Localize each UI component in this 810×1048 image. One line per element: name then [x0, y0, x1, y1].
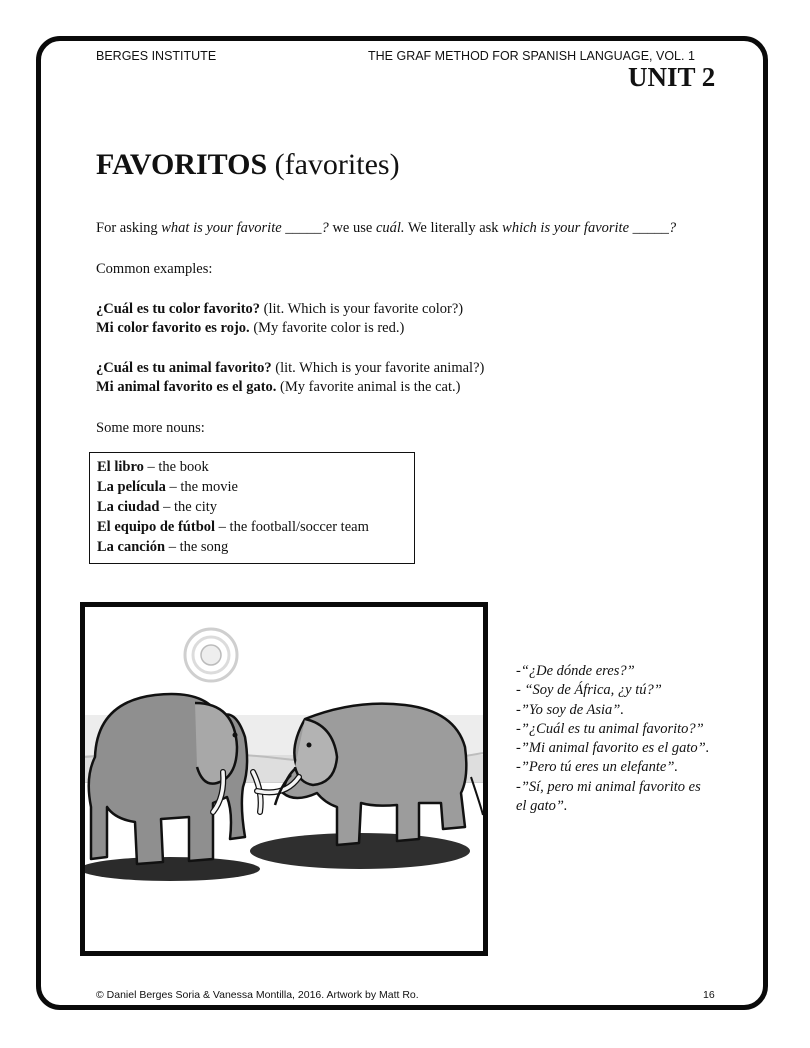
vocab-spanish: La película [97, 479, 166, 495]
common-examples-label: Common examples: [96, 261, 213, 277]
vocab-item [97, 539, 228, 556]
vocab-spanish: La ciudad [97, 499, 160, 515]
vocab-english: – the movie [165, 479, 238, 495]
dialogue-line: -”Yo soy de Asia”. [516, 701, 624, 718]
example-spanish: Mi color favorito es rojo. [96, 320, 250, 336]
example-line [96, 301, 463, 318]
title-spanish: FAVORITOS [96, 148, 268, 181]
intro-text-5: We literally ask [404, 220, 503, 236]
header-publisher: BERGES INSTITUTE [96, 49, 217, 63]
intro-paragraph [96, 220, 676, 237]
example-english: (lit. Which is your favorite color?) [260, 301, 464, 317]
dialogue-line: el gato”. [516, 798, 568, 815]
elephants-illustration-svg [85, 607, 483, 951]
vocab-item [97, 459, 209, 476]
dialogue-line: -”Pero tú eres un elefante”. [516, 759, 679, 776]
intro-text-3: we use [328, 220, 376, 236]
example-spanish: ¿Cuál es tu animal favorito? [96, 360, 272, 376]
example-line [96, 360, 484, 377]
intro-text-6: which is your favorite _____? [502, 220, 677, 236]
dialogue-line: -”Sí, pero mi animal favorito es [516, 778, 701, 795]
sun-icon [185, 629, 237, 681]
example-spanish: ¿Cuál es tu color favorito? [96, 301, 261, 317]
title-english: (favorites) [267, 148, 400, 181]
dialogue-line: -”Mi animal favorito es el gato”. [516, 740, 710, 757]
dialogue [516, 662, 756, 816]
footer-credit: © Daniel Berges Soria & Vanessa Montilla, 2016. Artwork by Matt Ro. [96, 989, 419, 1001]
vocab-english: – the football/soccer team [215, 519, 369, 535]
example-line [96, 379, 460, 396]
example-english: (My favorite color is red.) [249, 320, 405, 336]
vocab-item [97, 519, 369, 536]
vocab-spanish: El equipo de fútbol [97, 519, 216, 535]
more-nouns-label: Some more nouns: [96, 420, 205, 436]
example-line [96, 320, 404, 337]
dialogue-line: -”¿Cuál es tu animal favorito?” [516, 720, 704, 737]
intro-text-1: For asking [96, 220, 162, 236]
vocab-english: – the song [165, 539, 229, 555]
intro-text-4: cuál. [375, 220, 405, 236]
header-book-title: THE GRAF METHOD FOR SPANISH LANGUAGE, VOL. 1 [368, 49, 695, 63]
vocab-spanish: El libro [97, 459, 144, 475]
intro-text-2: what is your favorite _____? [161, 220, 329, 236]
vocab-english: – the city [159, 499, 218, 515]
vocab-english: – the book [143, 459, 209, 475]
page-title [96, 148, 400, 182]
dialogue-line: - “Soy de África, ¿y tú?” [516, 682, 662, 699]
dialogue-line: -“¿De dónde eres?” [516, 663, 635, 679]
vocabulary-box [89, 452, 415, 564]
unit-heading: UNIT 2 [628, 62, 716, 92]
example-english: (My favorite animal is the cat.) [276, 379, 461, 395]
example-spanish: Mi animal favorito es el gato. [96, 379, 277, 395]
vocab-spanish: La canción [97, 539, 166, 555]
page-number: 16 [703, 989, 715, 1001]
vocab-item [97, 479, 238, 496]
example-english: (lit. Which is your favorite animal?) [271, 360, 485, 376]
elephants-illustration [80, 602, 488, 956]
vocab-item [97, 499, 217, 516]
